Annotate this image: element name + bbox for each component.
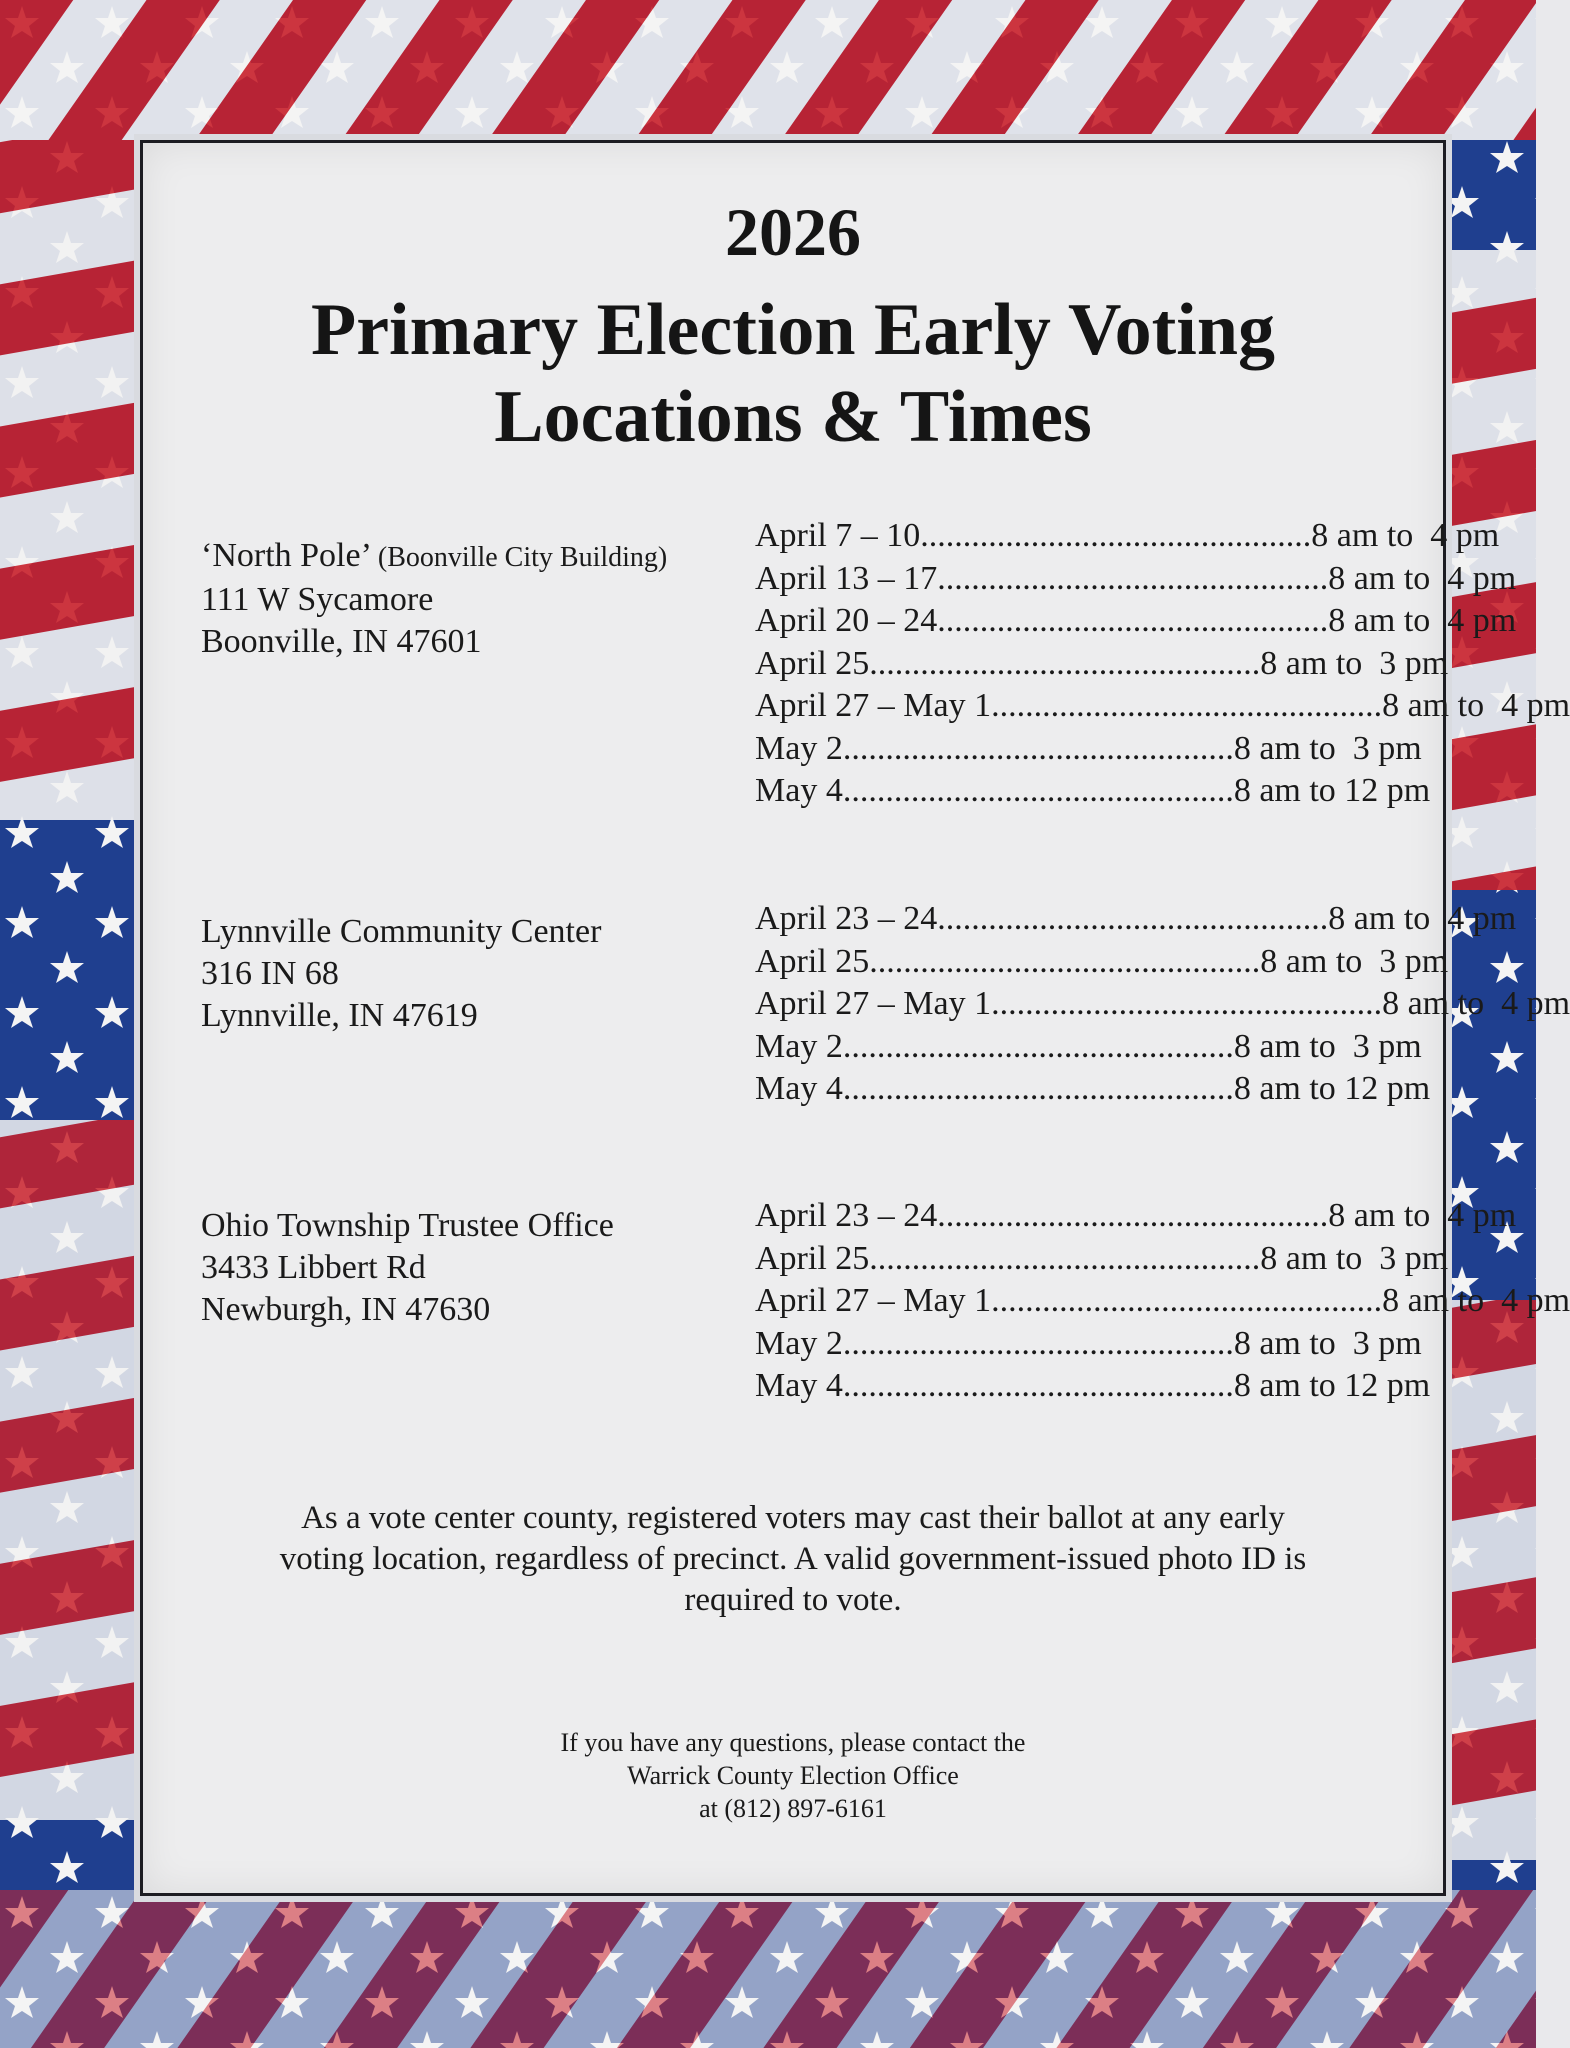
- leader-dots: ..............................................: [842, 1070, 1234, 1107]
- schedule-dates: May 2: [755, 1324, 843, 1362]
- schedule-dates: April 23 – 24: [755, 1197, 938, 1234]
- location-name: Ohio Township Trustee Office: [201, 1207, 614, 1244]
- note-line: required to vote.: [684, 1582, 902, 1618]
- schedule-row: [755, 1195, 1517, 1238]
- schedule-dates: May 2: [755, 729, 843, 767]
- schedule-dates: April 23 – 24: [755, 900, 938, 937]
- schedule-row: [755, 1365, 1431, 1408]
- location-name-note: (Boonville City Building): [377, 542, 668, 573]
- schedule-dates: May 2: [755, 1027, 843, 1065]
- contact-phone: at (812) 897-6161: [699, 1794, 887, 1823]
- schedule-hours: 8 am to 4 pm: [1382, 687, 1570, 724]
- schedule-dates: April 25: [755, 942, 870, 980]
- schedule-row: [755, 1280, 1570, 1323]
- schedule-hours: 8 am to 3 pm: [1233, 729, 1422, 767]
- schedule-row: [755, 1026, 1422, 1069]
- schedule-row: [755, 1238, 1449, 1281]
- location-lynnville: [201, 911, 761, 1037]
- contact-office: Warrick County Election Office: [627, 1761, 959, 1790]
- schedule-dates: April 7 – 10: [755, 517, 921, 554]
- schedule-hours: 8 am to 3 pm: [1233, 1324, 1422, 1362]
- schedule-hours: 8 am to 3 pm: [1233, 1027, 1422, 1065]
- schedule-dates: April 27 – May 1: [755, 687, 992, 724]
- schedule-row: [755, 1323, 1422, 1366]
- leader-dots: ..............................................: [937, 559, 1329, 597]
- leader-dots: ..............................................: [937, 900, 1329, 937]
- schedule-hours: 8 am to 4 pm: [1382, 985, 1570, 1022]
- title-line-2: Locations & Times: [494, 376, 1092, 458]
- schedule-row: [755, 770, 1431, 813]
- schedule-row: [755, 643, 1449, 686]
- leader-dots: ..............................................: [842, 1027, 1234, 1065]
- schedule-row: [755, 983, 1570, 1026]
- leader-dots: ..............................................: [991, 1282, 1383, 1319]
- schedule-dates: April 27 – May 1: [755, 985, 992, 1022]
- location-city: Boonville, IN 47601: [201, 623, 482, 660]
- leader-dots: ..............................................: [842, 772, 1234, 809]
- schedule-dates: May 4: [755, 1367, 843, 1404]
- schedule-hours: 8 am to 4 pm: [1382, 1282, 1570, 1319]
- location-north-pole: [201, 535, 761, 663]
- schedule-dates: April 25: [755, 1239, 870, 1277]
- location-street: 111 W Sycamore: [201, 581, 434, 618]
- schedule-hours: 8 am to 3 pm: [1260, 1239, 1449, 1277]
- location-name: Lynnville Community Center: [201, 913, 602, 950]
- flyer-sheet: [140, 140, 1570, 1896]
- schedule-row: [755, 515, 1500, 558]
- leader-dots: ..............................................: [991, 985, 1383, 1022]
- schedule-row: [755, 685, 1570, 728]
- schedule-row: [755, 941, 1449, 984]
- schedule-north-pole: [755, 515, 1570, 813]
- location-street: 3433 Libbert Rd: [201, 1249, 426, 1286]
- schedule-dates: April 13 – 17: [755, 559, 938, 597]
- leader-dots: ..............................................: [869, 942, 1261, 980]
- schedule-dates: April 25: [755, 644, 870, 682]
- schedule-hours: 8 am to 4 pm: [1328, 559, 1517, 597]
- schedule-dates: May 4: [755, 772, 843, 809]
- title-line-1: Primary Election Early Voting: [311, 289, 1275, 371]
- note-line: As a vote center county, registered voters may cast their ballot at any early: [301, 1500, 1285, 1536]
- schedule-row: [755, 898, 1517, 941]
- location-name: ‘North Pole’: [201, 537, 370, 574]
- vote-center-note: [203, 1498, 1383, 1621]
- schedule-hours: 8 am to 12 pm: [1233, 772, 1431, 809]
- schedule-ohio-township: [755, 1195, 1570, 1408]
- leader-dots: ..............................................: [991, 687, 1383, 724]
- schedule-dates: April 27 – May 1: [755, 1282, 992, 1319]
- schedule-row: [755, 728, 1422, 771]
- leader-dots: ..............................................: [842, 729, 1234, 767]
- schedule-hours: 8 am to 3 pm: [1260, 942, 1449, 980]
- schedule-row: [755, 558, 1517, 601]
- schedule-dates: May 4: [755, 1070, 843, 1107]
- leader-dots: ..............................................: [842, 1324, 1234, 1362]
- leader-dots: ..............................................: [869, 644, 1261, 682]
- contact-info: [143, 1726, 1443, 1825]
- location-street: 316 IN 68: [201, 955, 339, 992]
- schedule-dates: April 20 – 24: [755, 602, 938, 639]
- location-city: Newburgh, IN 47630: [201, 1291, 491, 1328]
- schedule-hours: 8 am to 4 pm: [1328, 1197, 1517, 1234]
- leader-dots: ..............................................: [842, 1367, 1234, 1404]
- schedule-hours: 8 am to 12 pm: [1233, 1070, 1431, 1107]
- schedule-row: [755, 600, 1517, 643]
- schedule-hours: 8 am to 4 pm: [1328, 602, 1517, 639]
- schedule-lynnville: [755, 898, 1570, 1111]
- schedule-hours: 8 am to 12 pm: [1233, 1367, 1431, 1404]
- schedule-row: [755, 1068, 1431, 1111]
- schedule-hours: 8 am to 4 pm: [1311, 517, 1500, 554]
- contact-line: If you have any questions, please contact the: [560, 1728, 1026, 1757]
- location-ohio-township: [201, 1205, 761, 1331]
- leader-dots: ..............................................: [869, 1239, 1261, 1277]
- title-year: 2026: [725, 194, 861, 270]
- schedule-hours: 8 am to 3 pm: [1260, 644, 1449, 682]
- leader-dots: ..............................................: [937, 1197, 1329, 1234]
- note-line: voting location, regardless of precinct. A valid government-issued photo ID is: [279, 1541, 1307, 1577]
- location-city: Lynnville, IN 47619: [201, 997, 478, 1034]
- leader-dots: ..............................................: [920, 517, 1312, 554]
- leader-dots: ..............................................: [937, 602, 1329, 639]
- schedule-hours: 8 am to 4 pm: [1328, 900, 1517, 937]
